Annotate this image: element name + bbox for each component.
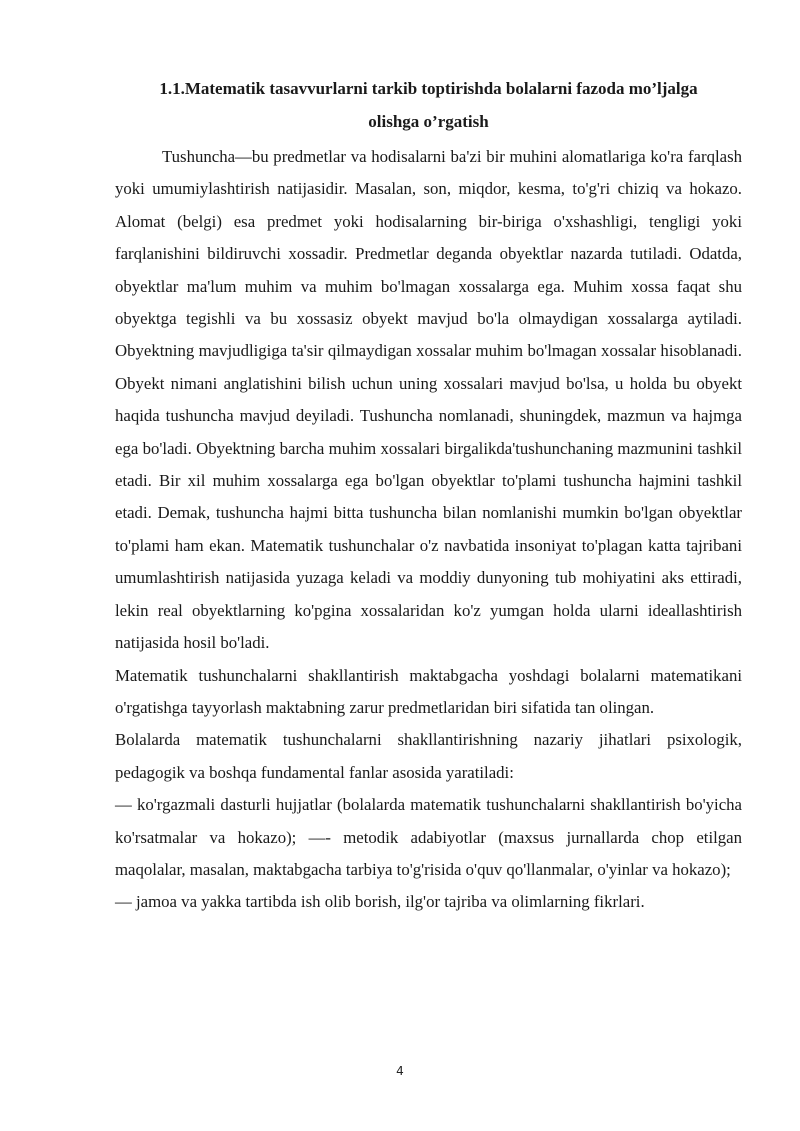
paragraph-theoretical-aspects: Bolalarda matematik tushunchalarni shakllantirishning nazariy jihatlari psixologik, pedagogik va boshqa fundamental fanlar asosida yaratiladi:	[115, 730, 742, 782]
document-page	[115, 72, 742, 919]
paragraph-math-concepts-formation: Matematik tushunchalarni shakllantirish maktabgacha yoshdagi bolalarni matematikani o'rgatishga tayyorlash maktabning zarur predmetlaridan biri sifatida tan olingan.	[115, 665, 742, 717]
section-title-line-2: olishga o’rgatish	[368, 112, 489, 131]
list-item-documents: — ko'rgazmali dasturli hujjatlar (bolalarda matematik tushunchalarni shakllantirish bo'yicha ko'rsatmalar va hokazo); —- metodik adabiyotlar (maxsus jurnallarda chop etilgan maqolalar, masalan, maktabgacha tarbiya to'g'risida o'quv qo'llanmalar, o'yinlar va hokazo);	[115, 795, 742, 879]
section-title-line-1: 1.1.Matematik tasavvurlarni tarkib toptirishda bolalarni fazoda mo’ljalga	[159, 79, 698, 98]
page-number: 4	[396, 1064, 404, 1078]
paragraph-concept-definition: Tushuncha—bu predmetlar va hodisalarni ba'zi bir muhini alomatlariga ko'ra farqlash yoki umumiylashtirish natijasidir. Masalan, son, miqdor, kesma, to'g'ri chiziq va hokazo. Alomat (belgi) esa predmet yoki hodisalarning bir-biriga o'xshashligi, tengligi yoki farqlanishini bildiruvchi xossadir. Predmetlar deganda obyektlar nazarda tutiladi. Odatda, obyektlar ma'lum muhim va muhim bo'lmagan xossalarga ega. Muhim xossa faqat shu obyektga tegishli va bu xossasiz obyekt mavjud bo'la olmaydigan xossalarga aytiladi. Obyektning mavjudligiga ta'sir qilmaydigan xossalar muhim bo'lmagan xossalar hisoblanadi. Obyekt nimani anglatishini bilish uchun uning xossalari mavjud bo'lsa, u holda bu obyekt haqida tushuncha mavjud deyiladi. Tushuncha nomlanadi, shuningdek, mazmun va hajmga ega bo'ladi. Obyektning barcha muhim xossalari birgalikda'tushunchaning mazmunini tashkil etadi. Bir xil muhim xossalarga ega bo'lgan obyektlar to'plami tushuncha hajmini tashkil etadi. Demak, tushuncha hajmi bitta tushuncha bilan nomlanishi mumkin bo'lgan obyektlar to'plami ham ekan. Matematik tushunchalar o'z navbatida insoniyat to'plagan katta tajribani umumlashtirish natijasida yuzaga keladi va moddiy dunyoning tub mohiyatini aks ettiradi, lekin real obyektlarning ko'pgina xossalaridan ko'z yumgan holda ularni ideallashtirish natijasida hosil bo'ladi.	[115, 147, 742, 653]
list-item-teamwork: — jamoa va yakka tartibda ish olib borish, ilg'or tajriba va olimlarning fikrlari.	[115, 892, 645, 912]
section-title	[115, 72, 742, 138]
